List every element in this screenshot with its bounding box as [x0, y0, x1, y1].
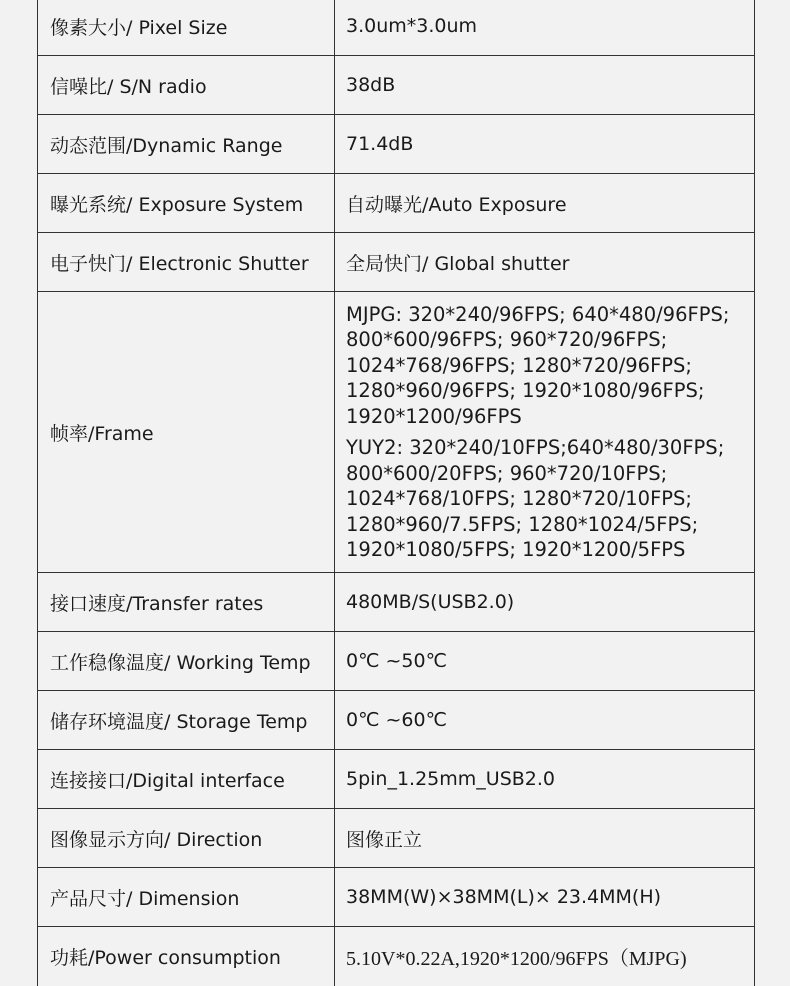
table-row — [38, 927, 754, 986]
mjpg-modes — [346, 302, 754, 430]
row-label: 图像显示方向/ Direction — [38, 809, 335, 867]
table-row-frame — [38, 292, 754, 573]
row-label: 连接接口/Digital interface — [38, 750, 335, 808]
row-label: 电子快门/ Electronic Shutter — [38, 233, 335, 291]
row-label: 信噪比/ S/N radio — [38, 56, 335, 114]
table-row — [38, 56, 754, 115]
spec-table — [37, 0, 755, 986]
row-value: 38dB — [346, 74, 396, 96]
table-row — [38, 233, 754, 292]
row-label: 帧率/Frame — [38, 292, 335, 572]
row-label: 储存环境温度/ Storage Temp — [38, 691, 335, 749]
row-value: 图像正立 — [346, 828, 423, 851]
table-row — [38, 174, 754, 233]
table-row — [38, 115, 754, 174]
row-value: 5.10V*0.22A,1920*1200/96FPS（MJPG) — [346, 948, 687, 970]
row-label: 像素大小/ Pixel Size — [38, 0, 335, 55]
row-value: 38MM(W)×38MM(L)× 23.4MM(H) — [346, 886, 662, 908]
mode-line: 800*600/20FPS; 960*720/10FPS; — [346, 461, 668, 485]
table-row — [38, 750, 754, 809]
mode-line: 1280*960/7.5FPS; 1280*1024/5FPS; — [346, 512, 699, 536]
table-row — [38, 0, 754, 56]
mode-line: 1920*1200/96FPS — [346, 404, 522, 428]
yuy2-modes — [346, 435, 754, 563]
row-label: 曝光系统/ Exposure System — [38, 174, 335, 232]
row-label: 产品尺寸/ Dimension — [38, 868, 335, 926]
mode-line: YUY2: 320*240/10FPS;640*480/30FPS; — [346, 436, 725, 459]
row-label: 工作稳像温度/ Working Temp — [38, 632, 335, 690]
row-value: 71.4dB — [346, 133, 414, 155]
mode-line: MJPG: 320*240/96FPS; 640*480/96FPS; — [346, 302, 730, 326]
row-label: 接口速度/Transfer rates — [38, 573, 335, 631]
row-value: 480MB/S(USB2.0) — [346, 591, 515, 613]
row-value: 0℃ ~60℃ — [346, 709, 447, 731]
row-value: 5pin_1.25mm_USB2.0 — [346, 768, 556, 790]
row-value: 3.0um*3.0um — [346, 15, 478, 37]
table-row — [38, 691, 754, 750]
table-row — [38, 809, 754, 868]
mode-line: 1920*1080/5FPS; 1920*1200/5FPS — [346, 538, 686, 561]
mode-line: 1024*768/10FPS; 1280*720/10FPS; — [346, 487, 693, 510]
table-row — [38, 868, 754, 927]
mode-line: 1024*768/96FPS; 1280*720/96FPS; — [346, 353, 693, 377]
table-row — [38, 573, 754, 632]
row-label: 动态范围/Dynamic Range — [38, 115, 335, 173]
mode-line: 800*600/96FPS; 960*720/96FPS; — [346, 328, 668, 351]
row-label: 功耗/Power consumption — [38, 927, 335, 986]
row-value: 自动曝光/Auto Exposure — [346, 193, 567, 216]
row-value: 全局快门/ Global shutter — [346, 252, 570, 275]
table-row — [38, 632, 754, 691]
mode-line: 1280*960/96FPS; 1920*1080/96FPS; — [346, 379, 705, 402]
row-value: 0℃ ~50℃ — [346, 650, 447, 672]
